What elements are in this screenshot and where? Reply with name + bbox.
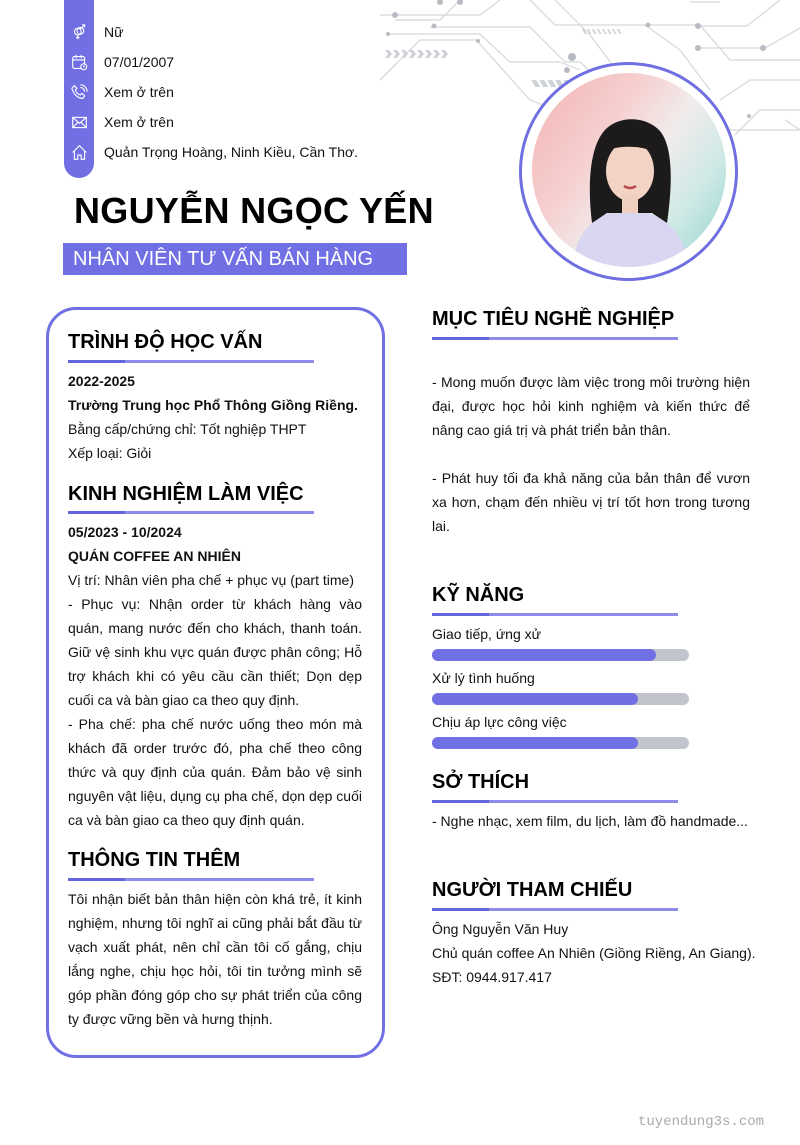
contact-email	[64, 107, 174, 137]
education-school: Trường Trung học Phổ Thông Giồng Riềng.	[68, 397, 358, 413]
skill-bar	[432, 693, 689, 705]
skills-title: KỸ NĂNG	[432, 584, 525, 606]
job-title: NHÂN VIÊN TƯ VẤN BÁN HÀNG	[63, 243, 407, 275]
skill-bar-fill	[432, 693, 638, 705]
hobbies-title: SỞ THÍCH	[432, 771, 530, 793]
experience-position: Vị trí: Nhân viên pha chế + phục vụ (part time)	[68, 572, 354, 588]
contact-phone-text: Xem ở trên	[104, 84, 174, 100]
additional-underline	[68, 878, 314, 881]
phone-icon	[64, 84, 94, 101]
objective-title: MỤC TIÊU NGHỀ NGHIỆP	[432, 308, 675, 330]
gender-icon	[64, 24, 94, 41]
experience-company: QUÁN COFFEE AN NHIÊN	[68, 548, 241, 564]
hobbies-underline	[432, 800, 678, 803]
reference-phone: SĐT: 0944.917.417	[432, 969, 552, 985]
contact-address	[64, 137, 358, 167]
objective-item-2: - Phát huy tối đa khả năng của bản thân để vươn xa hơn, chạm đến nhiều vị trí tốt hơn trong tương lai.	[432, 470, 750, 534]
skill-bar	[432, 737, 689, 749]
contact-phone	[64, 77, 174, 107]
contact-birthdate-text: 07/01/2007	[104, 54, 175, 70]
contact-birthdate	[64, 47, 174, 77]
additional-title: THÔNG TIN THÊM	[68, 849, 241, 871]
objective-item-1: - Mong muốn được làm việc trong môi trường hiện đại, được học hỏi kinh nghiệm và kiến thức để nâng cao giá trị và phát triển bản thân.	[432, 374, 750, 438]
contact-email-text: Xem ở trên	[104, 114, 174, 130]
home-icon	[64, 144, 94, 161]
objective-underline	[432, 337, 678, 340]
reference-role: Chủ quán coffee An Nhiên (Giồng Riềng, An Giang).	[432, 945, 756, 961]
education-degree: Bằng cấp/chứng chỉ: Tốt nghiệp THPT	[68, 421, 307, 437]
additional-text: Tôi nhận biết bản thân hiện còn khá trẻ, ít kinh nghiệm, nhưng tôi nghĩ ai cũng phải bắt đầu từ vạch xuất phát, nên chỉ cần tôi cố gắng, chịu lắng nghe, chịu học hỏi, tôi tin tưởng mình sẽ góp phần đóng góp cho sự phát triển của công ty được vững bền và hưng thịnh.	[68, 891, 362, 1027]
experience-duty-barista: - Pha chế: pha chế nước uống theo món mà khách đã order trước đó, pha chế theo công thức và quy định của quán. Đảm bảo vệ sinh nguyên vật liệu, dụng cụ pha chế, dọn dẹp cuối ca và bàn giao ca theo quy định quán.	[68, 716, 362, 828]
skill-bar	[432, 649, 689, 661]
experience-period: 05/2023 - 10/2024	[68, 524, 182, 540]
skill-bar-fill	[432, 737, 638, 749]
hobbies-text: - Nghe nhạc, xem film, du lịch, làm đồ handmade...	[432, 813, 748, 829]
skill-bar-fill	[432, 649, 656, 661]
avatar-photo	[532, 73, 726, 267]
education-period: 2022-2025	[68, 373, 135, 389]
reference-name: Ông Nguyễn Văn Huy	[432, 921, 569, 937]
reference-underline	[432, 908, 678, 911]
contact-gender-text: Nữ	[104, 24, 124, 40]
calendar-icon	[64, 54, 94, 71]
skill-label: Giao tiếp, ứng xử	[432, 626, 542, 642]
education-rank: Xếp loại: Giỏi	[68, 445, 152, 461]
contact-gender	[64, 17, 123, 47]
skills-underline	[432, 613, 678, 616]
education-underline	[68, 360, 314, 363]
experience-duty-service: - Phục vụ: Nhận order từ khách hàng vào quán, mang nước đến cho khách, thanh toán. Giữ vệ sinh khu vực quán được phân công; Hỗ trợ khách khi có yêu cầu cần thiết; Dọn dẹp cuối ca và bàn giao ca theo quy định.	[68, 596, 362, 708]
skill-label: Chịu áp lực công việc	[432, 714, 567, 730]
reference-title: NGƯỜI THAM CHIẾU	[432, 879, 633, 901]
experience-underline	[68, 511, 314, 514]
experience-title: KINH NGHIỆM LÀM VIỆC	[68, 483, 304, 505]
contact-address-text: Quản Trọng Hoàng, Ninh Kiều, Cần Thơ.	[104, 144, 359, 160]
candidate-name: NGUYỄN NGỌC YẾN	[74, 190, 434, 231]
education-title: TRÌNH ĐỘ HỌC VẤN	[68, 331, 263, 353]
watermark: tuyendung3s.com	[638, 1114, 765, 1130]
mail-icon	[64, 114, 94, 131]
skill-label: Xử lý tình huống	[432, 670, 535, 686]
